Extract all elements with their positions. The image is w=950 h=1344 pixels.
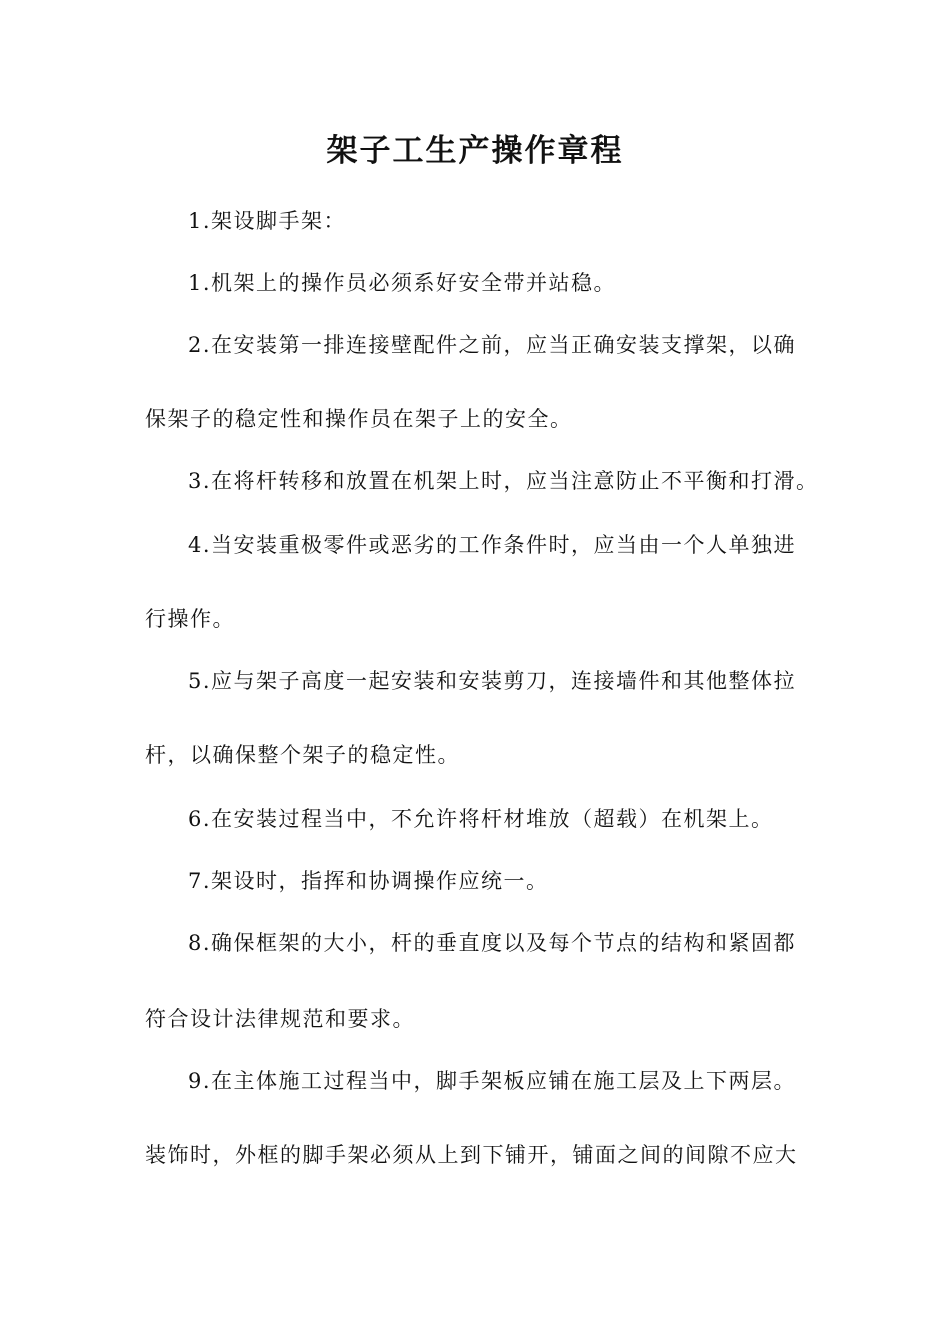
text-line: 符合设计法律规范和要求。 [145,1007,415,1031]
text-line: 3.在将杆转移和放置在机架上时，应当注意防止不平衡和打滑。 [188,469,819,493]
text-line: 装饰时，外框的脚手架必须从上到下铺开，铺面之间的间隙不应大 [145,1143,798,1167]
text-line: 5.应与架子高度一起安装和安装剪刀，连接墙件和其他整体拉 [188,669,797,693]
text-line: 杆，以确保整个架子的稳定性。 [145,743,460,767]
text-line: 6.在安装过程当中，不允许将杆材堆放（超载）在机架上。 [188,807,774,831]
text-line: 7.架设时，指挥和协调操作应统一。 [188,869,549,893]
text-line: 8.确保框架的大小，杆的垂直度以及每个节点的结构和紧固都 [188,931,797,955]
text-line: 4.当安装重极零件或恶劣的工作条件时，应当由一个人单独进 [188,533,797,557]
text-line: 1.机架上的操作员必须系好安全带并站稳。 [188,271,617,295]
text-line: 2.在安装第一排连接壁配件之前，应当正确安装支撑架，以确 [188,333,797,357]
text-line: 保架子的稳定性和操作员在架子上的安全。 [145,407,573,431]
text-line: 行操作。 [145,607,235,631]
text-line: 9.在主体施工过程当中，脚手架板应铺在施工层及上下两层。 [188,1069,797,1093]
heading-line: 1.架设脚手架： [188,209,347,233]
document-title: 架子工生产操作章程 [326,133,624,169]
